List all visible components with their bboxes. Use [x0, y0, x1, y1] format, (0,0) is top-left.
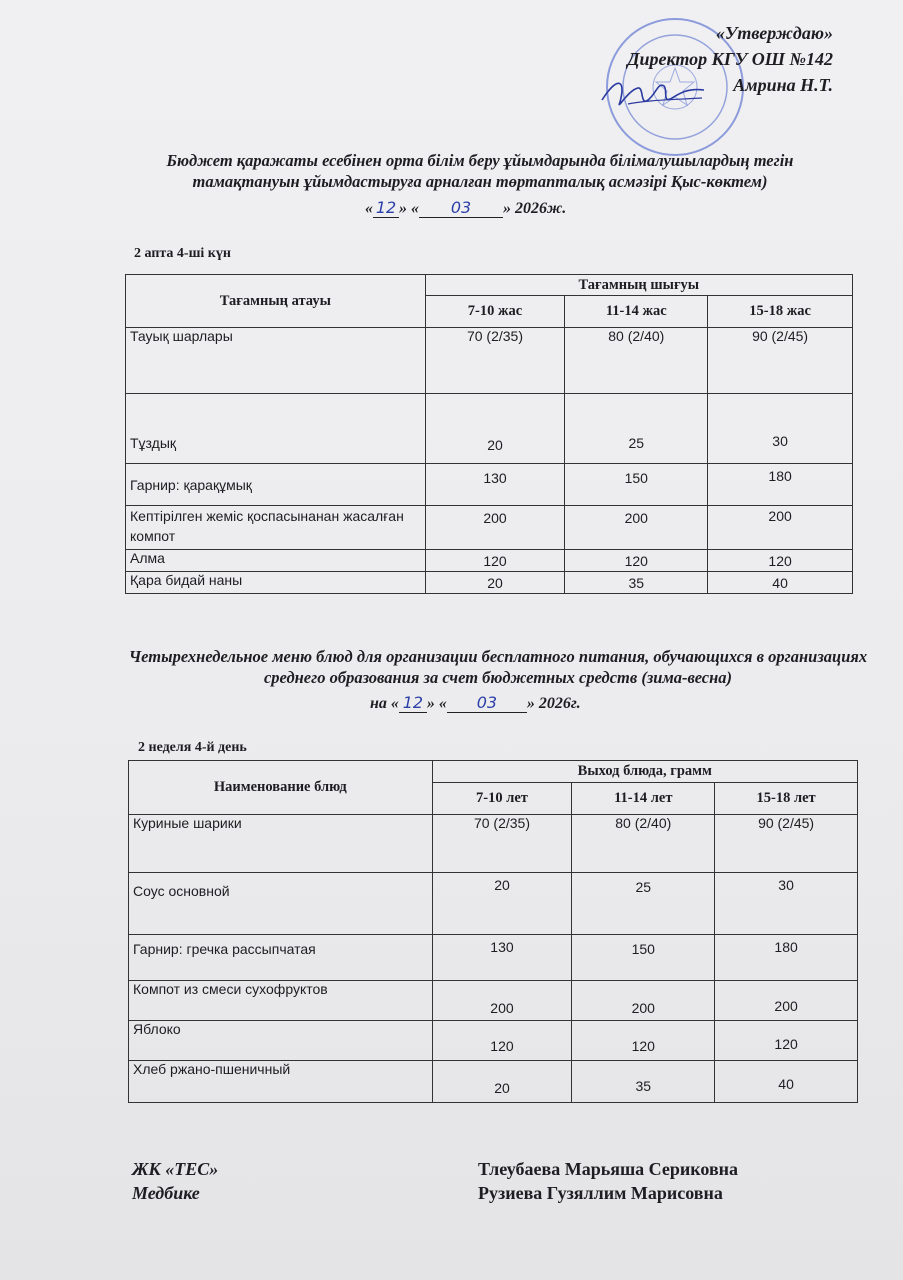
- ru-menu-table: [128, 760, 858, 1103]
- ru-date-line: [370, 693, 581, 713]
- dish-name: Хлеб ржано-пшеничный: [129, 1061, 433, 1103]
- kz-date-line: [365, 198, 566, 218]
- dish-yield: 120: [572, 1021, 715, 1061]
- dish-yield: 20: [432, 1061, 572, 1103]
- dish-name: Тұздық: [126, 394, 426, 464]
- dish-name: Гарнир: гречка рассыпчатая: [129, 935, 433, 981]
- dish-yield: 30: [708, 394, 853, 464]
- dish-yield: 200: [708, 506, 853, 550]
- dish-yield: 20: [432, 873, 572, 935]
- dish-yield: 200: [572, 981, 715, 1021]
- dish-yield: 130: [432, 935, 572, 981]
- approval-position: Директор КГУ ОШ №142: [627, 49, 833, 69]
- table-row: [129, 1021, 858, 1061]
- dish-yield: 180: [715, 935, 858, 981]
- kz-week-label: 2 апта 4-ші күн: [134, 246, 231, 261]
- dish-yield: 120: [708, 550, 853, 572]
- dish-name: Куриные шарики: [129, 815, 433, 873]
- dish-yield: 70 (2/35): [432, 815, 572, 873]
- dish-yield: 130: [425, 464, 565, 506]
- signature-right: [478, 1157, 738, 1205]
- table-row: [129, 1061, 858, 1103]
- dish-name: Тауық шарлары: [126, 328, 426, 394]
- signer-name-1: Тлеубаева Марьяша Сериковна: [478, 1159, 739, 1179]
- table-row: [129, 815, 858, 873]
- table-row: [129, 873, 858, 935]
- dish-yield: 200: [565, 506, 708, 550]
- kz-date-open: «: [365, 200, 373, 217]
- ru-date-open: на «: [370, 695, 399, 712]
- table-row: [126, 328, 853, 394]
- dish-yield: 35: [572, 1061, 715, 1103]
- kz-heading: Бюджет қаражаты есебінен орта білім беру ұйымдарында білімалушылардың тегін тамақтануын ұйымдастыруға арналған төртапталық асмәзірі Қыс-көктем): [166, 151, 794, 191]
- dish-yield: 180: [708, 464, 853, 506]
- approval-person: Амрина Н.Т.: [733, 75, 833, 95]
- dish-yield: 200: [715, 981, 858, 1021]
- kz-age-header: 11-14 жас: [565, 296, 708, 328]
- approval-title: «Утверждаю»: [715, 23, 833, 43]
- dish-yield: 40: [708, 572, 853, 594]
- kz-date-mid: » «: [399, 200, 419, 217]
- dish-yield: 25: [565, 394, 708, 464]
- dish-yield: 200: [425, 506, 565, 550]
- dish-yield: 90 (2/45): [715, 815, 858, 873]
- dish-yield: 120: [565, 550, 708, 572]
- dish-yield: 90 (2/45): [708, 328, 853, 394]
- dish-yield: 40: [715, 1061, 858, 1103]
- dish-yield: 80 (2/40): [572, 815, 715, 873]
- ru-date-month: 03: [447, 693, 527, 713]
- table-row: [126, 464, 853, 506]
- table-row: [126, 394, 853, 464]
- dish-yield: 80 (2/40): [565, 328, 708, 394]
- dish-name: Соус основной: [129, 873, 433, 935]
- dish-name: Гарнир: қарақұмық: [126, 464, 426, 506]
- ru-heading: Четырехнедельное меню блюд для организации бесплатного питания, обучающихся в организациях среднего образования за счет бюджетных средств (зима-весна): [128, 647, 868, 687]
- dish-yield: 35: [565, 572, 708, 594]
- ru-date-close: » 2026г.: [526, 695, 581, 712]
- dish-yield: 150: [572, 935, 715, 981]
- signature-left: [132, 1157, 218, 1205]
- ru-date-day: 12: [399, 693, 427, 713]
- dish-yield: 120: [432, 1021, 572, 1061]
- ru-age-header: 11-14 лет: [572, 783, 715, 815]
- kz-date-month: 03: [419, 198, 503, 218]
- approval-block: [627, 20, 833, 98]
- dish-yield: 120: [715, 1021, 858, 1061]
- kz-age-header: 7-10 жас: [425, 296, 565, 328]
- kz-date-close: » 2026ж.: [503, 200, 567, 217]
- dish-name: Кептірілген жеміс қоспасынанан жасалған компот: [126, 506, 426, 550]
- dish-yield: 20: [425, 572, 565, 594]
- table-row: [126, 572, 853, 594]
- ru-date-mid: » «: [426, 695, 447, 712]
- dish-yield: 20: [425, 394, 565, 464]
- table-row: [126, 550, 853, 572]
- nurse-role: Медбике: [132, 1183, 200, 1203]
- kz-age-header: 15-18 жас: [708, 296, 853, 328]
- dish-name: Компот из смеси сухофруктов: [129, 981, 433, 1021]
- kz-col-name-header: Тағамның атауы: [126, 275, 426, 328]
- ru-age-header: 15-18 лет: [715, 783, 858, 815]
- kz-menu-table: [125, 274, 853, 594]
- signer-name-2: Рузиева Гузяллим Марисовна: [478, 1183, 723, 1203]
- dish-name: Алма: [126, 550, 426, 572]
- dish-yield: 120: [425, 550, 565, 572]
- table-row: [129, 935, 858, 981]
- kz-date-day: 12: [373, 198, 399, 218]
- table-row: [126, 506, 853, 550]
- ru-week-label: 2 неделя 4-й день: [138, 740, 247, 755]
- dish-name: Яблоко: [129, 1021, 433, 1061]
- ru-age-header: 7-10 лет: [432, 783, 572, 815]
- kz-col-yield-header: Тағамның шығуы: [425, 275, 852, 296]
- dish-yield: 25: [572, 873, 715, 935]
- ru-col-yield-header: Выход блюда, грамм: [432, 761, 857, 783]
- dish-yield: 70 (2/35): [425, 328, 565, 394]
- org-name: ЖК «ТЕС»: [132, 1159, 219, 1179]
- ru-col-name-header: Наименование блюд: [129, 761, 433, 815]
- table-row: [129, 981, 858, 1021]
- dish-name: Қара бидай наны: [126, 572, 426, 594]
- dish-yield: 150: [565, 464, 708, 506]
- dish-yield: 200: [432, 981, 572, 1021]
- dish-yield: 30: [715, 873, 858, 935]
